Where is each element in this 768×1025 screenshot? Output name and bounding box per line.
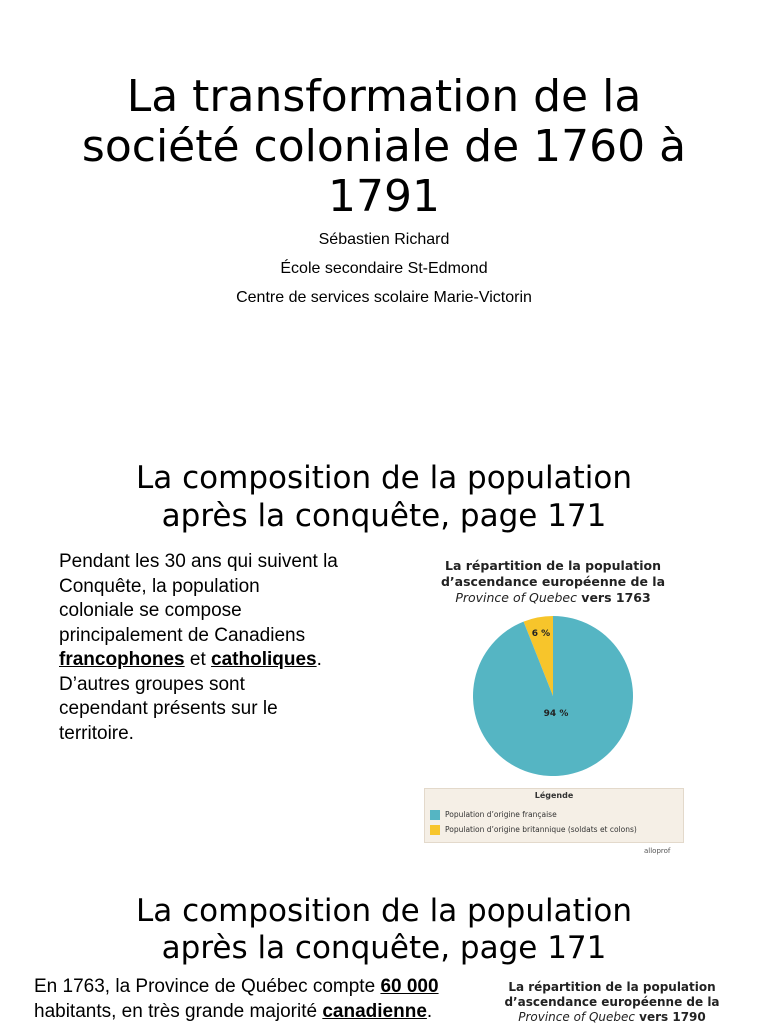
pie-chart	[462, 606, 644, 786]
legend-swatch	[430, 825, 440, 835]
pie-group	[473, 616, 633, 776]
legend-item-french	[430, 809, 557, 821]
paragraph-line	[59, 648, 379, 673]
chart-title-line: d’ascendance européenne de la	[504, 995, 720, 1009]
pie-slice-french	[473, 616, 633, 776]
school-name: École secondaire St-Edmond	[280, 260, 488, 277]
chart-title-year: vers 1790	[634, 1010, 706, 1024]
period-text: .	[426, 1000, 433, 1022]
legend-label: Population d’origine britannique (soldats et colons)	[445, 825, 637, 834]
chart-title-italic: Province of Quebec	[455, 590, 577, 605]
paragraph-text: habitants, en très grande majorité	[34, 1000, 323, 1022]
chart-title-line: La répartition de la population	[508, 980, 716, 994]
paragraph-line: D’autres groupes sont	[59, 673, 245, 695]
paragraph-line: cependant présents sur le	[59, 698, 278, 719]
chart-title	[416, 558, 690, 606]
paragraph-line	[34, 1000, 484, 1025]
intro-paragraph	[59, 550, 379, 746]
legend-swatch	[430, 810, 440, 820]
connector-text: et	[184, 649, 212, 670]
section-heading-line2: après la conquête, page 171	[161, 498, 607, 534]
paragraph-line: Pendant les 30 ans qui suivent la	[59, 551, 338, 572]
credit-logo-text: alloprof	[644, 847, 671, 855]
section-heading-line1: La composition de la population	[136, 893, 632, 929]
paragraph-line: Conquête, la population	[59, 575, 260, 597]
service-center-name: Centre de services scolaire Marie-Victorin	[236, 289, 532, 306]
keyword-catholiques: catholiques	[211, 649, 317, 670]
paragraph-line: principalement de Canadiens	[59, 624, 306, 646]
keyword-canadienne: canadienne	[322, 1000, 427, 1022]
keyword-francophones: francophones	[59, 649, 185, 670]
paragraph-text: En 1763, la Province de Québec compte	[34, 976, 381, 997]
chart-legend	[424, 788, 684, 843]
pie-label-french: 94 %	[543, 709, 569, 719]
section-heading-line2: après la conquête, page 171	[161, 930, 607, 966]
paragraph-line: coloniale se compose	[59, 600, 242, 621]
slide-title: La transformation de la société coloniale de 1760 à 1791	[81, 71, 687, 222]
chart-title-line	[416, 590, 690, 606]
legend-title: Légende	[534, 791, 574, 800]
chart-title-1790	[487, 980, 737, 1025]
chart-title-line	[487, 1010, 737, 1025]
second-paragraph	[34, 975, 484, 1024]
keyword-60000: 60 000	[380, 976, 439, 997]
author-name: Sébastien Richard	[318, 231, 450, 248]
period-text: .	[316, 649, 322, 670]
paragraph-line	[34, 975, 484, 1000]
paragraph-line: territoire.	[59, 722, 134, 744]
chart-title-italic: Province of Quebec	[518, 1010, 635, 1024]
legend-label: Population d’origine française	[445, 810, 557, 819]
chart-title-line: d’ascendance européenne de la	[440, 574, 666, 589]
section-heading-line1: La composition de la population	[136, 460, 632, 496]
chart-title-year: vers 1763	[576, 590, 651, 605]
legend-item-british	[430, 824, 637, 836]
chart-title-line: La répartition de la population	[445, 558, 661, 573]
pie-label-british: 6 %	[531, 629, 551, 639]
